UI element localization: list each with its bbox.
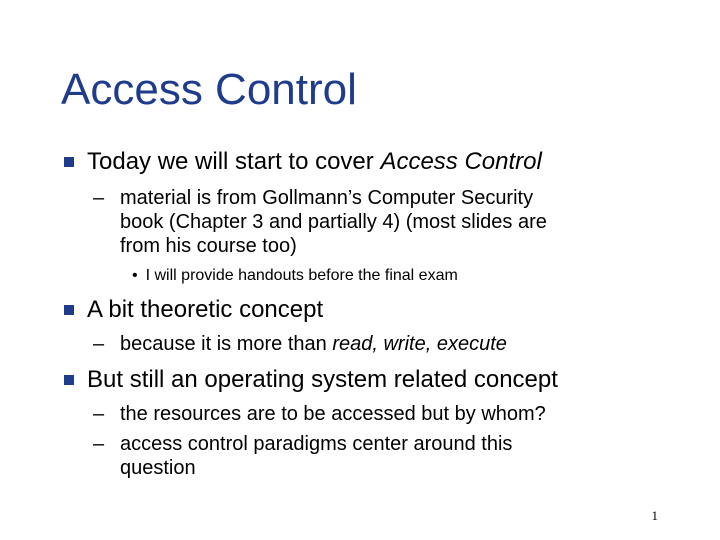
sub-item-3-2-line-2: question <box>120 457 196 479</box>
bullet-item-2 <box>63 296 323 324</box>
bullet-item-3-text: But still an operating system related concept <box>87 366 558 393</box>
sub-item-1-1-line-3: from his course too) <box>120 235 297 257</box>
square-bullet-icon <box>63 304 75 316</box>
square-bullet-icon <box>63 374 75 386</box>
bullet-item-1-plain: Today we will start to cover <box>87 148 381 175</box>
dot-marker: • <box>132 267 138 284</box>
bullet-item-2-text: A bit theoretic concept <box>87 296 324 323</box>
sub-item-1-1-text <box>120 186 547 258</box>
sub-item-1-1-line-1: material is from Gollmann’s Computer Security <box>120 187 534 209</box>
dash-marker: – <box>93 403 105 425</box>
bullet-item-1-italic: Access Control <box>380 148 542 175</box>
dash-marker: – <box>93 333 105 355</box>
sub-item-3-1-line-1: the resources are to be accessed but by whom? <box>120 403 546 425</box>
sub-sub-item-1-1-1-text: I will provide handouts before the final exam <box>145 267 458 284</box>
slide-title: Access Control <box>61 65 357 114</box>
sub-item-3-2-text <box>120 432 512 480</box>
dash-marker: – <box>93 433 105 455</box>
bullet-item-1 <box>63 148 542 176</box>
sub-item-1-1-line-2: book (Chapter 3 and partially 4) (most slides are <box>120 211 547 233</box>
sub-item-2-1-text <box>120 332 507 356</box>
page-number: 1 <box>651 508 658 523</box>
bullet-item-3 <box>63 366 558 394</box>
sub-item-2-1-italic: read, write, execute <box>332 333 507 355</box>
dash-marker: – <box>93 187 105 209</box>
sub-item-3-2-line-1: access control paradigms center around this <box>120 433 513 455</box>
bullet-item-1-text <box>87 148 542 176</box>
sub-item-3-1-text <box>120 402 546 426</box>
sub-sub-item-1-1-1 <box>132 266 458 286</box>
sub-item-2-1-plain: because it is more than <box>120 333 333 355</box>
square-bullet-icon <box>63 156 75 168</box>
